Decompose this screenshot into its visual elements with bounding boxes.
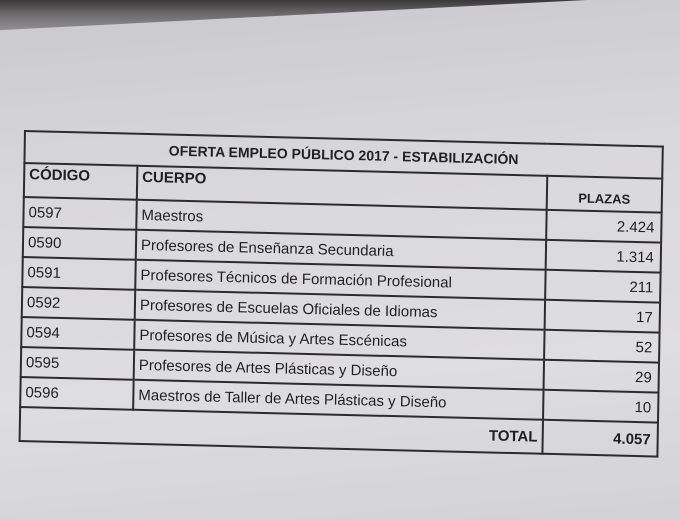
cell-plazas: 10	[543, 390, 659, 423]
cell-codigo: 0590	[23, 227, 136, 260]
header-cuerpo: CUERPO	[137, 166, 547, 210]
cell-cuerpo: Profesores de Enseñanza Secundaria	[136, 230, 546, 270]
cell-codigo: 0596	[20, 377, 133, 410]
cell-codigo: 0592	[22, 287, 135, 320]
cell-plazas: 211	[545, 270, 661, 303]
cell-plazas: 17	[544, 300, 660, 333]
cell-cuerpo: Profesores Técnicos de Formación Profesional	[135, 260, 545, 300]
header-codigo: CÓDIGO	[24, 163, 138, 200]
cell-cuerpo: Maestros de Taller de Artes Plásticas y Diseño	[133, 380, 543, 420]
cell-plazas: 2.424	[546, 210, 662, 243]
total-value: 4.057	[542, 420, 658, 457]
cell-plazas: 52	[544, 330, 660, 363]
cell-codigo: 0591	[22, 257, 135, 290]
total-empty-cell	[20, 407, 134, 444]
cell-cuerpo: Profesores de Música y Artes Escénicas	[134, 320, 544, 360]
cell-codigo: 0594	[21, 317, 134, 350]
header-plazas: PLAZAS	[546, 176, 662, 213]
table-title: OFERTA EMPLEO PÚBLICO 2017 - ESTABILIZACIÓN	[24, 131, 662, 179]
employment-offer-table	[19, 130, 664, 458]
cell-plazas: 1.314	[545, 240, 661, 273]
cell-cuerpo: Profesores de Artes Plásticas y Diseño	[134, 350, 544, 390]
cell-codigo: 0597	[23, 197, 136, 230]
cell-cuerpo: Profesores de Escuelas Oficiales de Idiomas	[135, 290, 545, 330]
cell-codigo: 0595	[21, 347, 134, 380]
cell-cuerpo: Maestros	[136, 200, 546, 240]
total-label: TOTAL	[133, 410, 543, 454]
cell-plazas: 29	[543, 360, 659, 393]
